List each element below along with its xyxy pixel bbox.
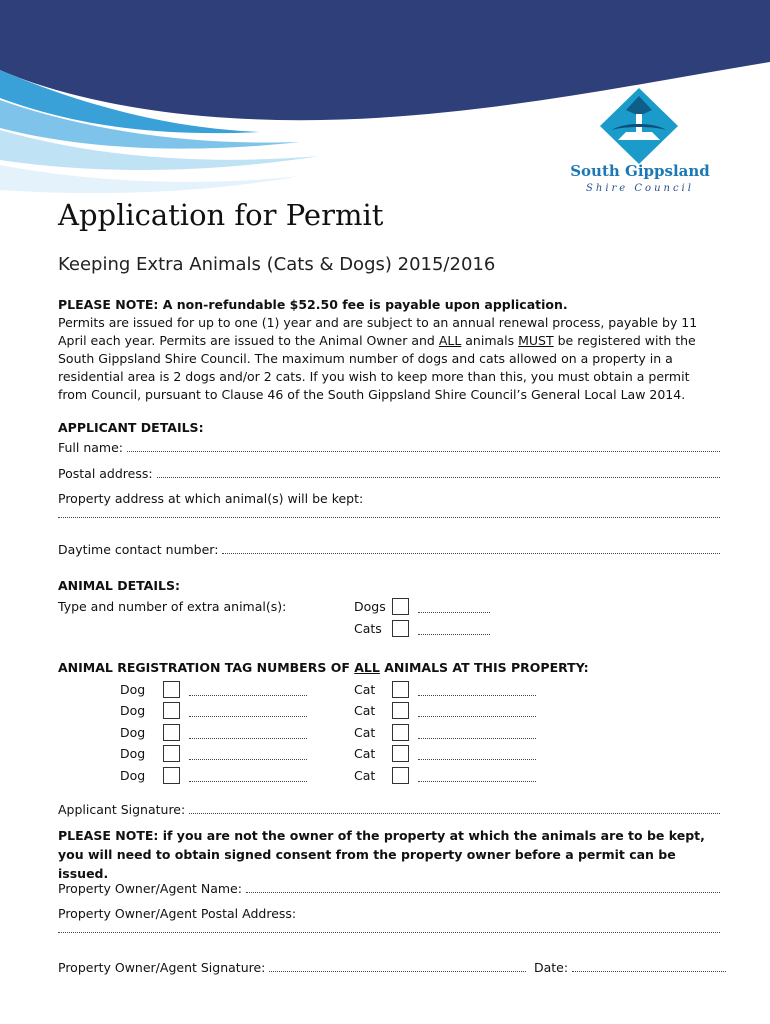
- cat-tag-line[interactable]: [418, 694, 536, 696]
- dog-tag-line[interactable]: [189, 737, 307, 739]
- owner-signature-line[interactable]: [269, 970, 526, 972]
- animal-type-label: Type and number of extra animal(s):: [58, 599, 287, 614]
- council-emblem-icon: [598, 86, 680, 164]
- owner-postal-line[interactable]: [58, 931, 720, 933]
- date-field[interactable]: [534, 960, 726, 975]
- intro-text-1: Permits are issued for up to one (1) year and are subject to an annual renewal process, payable by 11 April each year. Permits are issued to the Animal Owner and: [58, 315, 698, 348]
- cat-tag-line[interactable]: [418, 780, 536, 782]
- cat-tag-checkbox[interactable]: [392, 767, 409, 784]
- cat-tag-checkbox[interactable]: [392, 681, 409, 698]
- council-subname: Shire Council: [586, 183, 694, 194]
- cat-tag-checkbox[interactable]: [392, 702, 409, 719]
- cat-tag-label: Cat: [354, 682, 376, 697]
- full-name-line[interactable]: [127, 450, 720, 452]
- dog-tag-checkbox[interactable]: [163, 724, 180, 741]
- intro-section: [58, 296, 718, 404]
- dog-tag-line[interactable]: [189, 694, 307, 696]
- cat-tag-label: Cat: [354, 725, 376, 740]
- dog-tag-checkbox[interactable]: [163, 681, 180, 698]
- property-address-line[interactable]: [58, 516, 720, 518]
- dog-tag-checkbox[interactable]: [163, 767, 180, 784]
- cat-tag-checkbox[interactable]: [392, 724, 409, 741]
- dog-tag-label: Dog: [120, 768, 146, 783]
- registration-heading-post: ANIMALS AT THIS PROPERTY:: [379, 660, 589, 675]
- cat-tag-checkbox[interactable]: [392, 745, 409, 762]
- property-address-line-field[interactable]: [58, 516, 720, 521]
- cat-tag-line[interactable]: [418, 758, 536, 760]
- page-title: Application for Permit: [58, 198, 384, 232]
- daytime-phone-field[interactable]: [58, 542, 720, 557]
- owner-name-label: Property Owner/Agent Name:: [58, 881, 242, 896]
- property-address-field: [58, 491, 720, 506]
- dogs-label: Dogs: [354, 599, 386, 614]
- owner-name-line[interactable]: [246, 891, 720, 893]
- dog-tag-line[interactable]: [189, 780, 307, 782]
- intro-must: MUST: [518, 333, 554, 348]
- postal-address-label: Postal address:: [58, 466, 153, 481]
- registration-heading-pre: ANIMAL REGISTRATION TAG NUMBERS OF: [58, 660, 355, 675]
- dog-tag-label: Dog: [120, 682, 146, 697]
- page-subtitle: Keeping Extra Animals (Cats & Dogs) 2015/2016: [58, 254, 496, 275]
- cat-tag-line[interactable]: [418, 715, 536, 717]
- cats-label: Cats: [354, 621, 382, 636]
- owner-signature-field[interactable]: [58, 960, 526, 975]
- postal-address-line[interactable]: [157, 476, 720, 478]
- full-name-field[interactable]: [58, 440, 720, 455]
- applicant-signature-field[interactable]: [58, 802, 720, 817]
- daytime-phone-line[interactable]: [222, 552, 720, 554]
- owner-consent-text: PLEASE NOTE: if you are not the owner of the property at which the animals are to be kept, you will need to obtain signed consent from the property owner before a permit can be issued.: [58, 828, 705, 881]
- dog-tag-label: Dog: [120, 725, 146, 740]
- property-address-label: Property address at which animal(s) will be kept:: [58, 491, 364, 506]
- date-line[interactable]: [572, 970, 726, 972]
- cat-tag-line[interactable]: [418, 737, 536, 739]
- intro-text-3: be registered with the South Gippsland Shire Council. The maximum number of dogs and cats allowed on a property in a residential area is 2 dogs and/or 2 cats. If you wish to keep more than this, you must obtain a permit from Council, pursuant to Clause 46 of the South Gippsland Shire Council’s General Local Law 2014.: [58, 333, 696, 402]
- cats-checkbox[interactable]: [392, 620, 409, 637]
- dog-tag-line[interactable]: [189, 758, 307, 760]
- owner-signature-label: Property Owner/Agent Signature:: [58, 960, 266, 975]
- cat-tag-label: Cat: [354, 768, 376, 783]
- applicant-heading: APPLICANT DETAILS:: [58, 420, 204, 435]
- postal-address-field[interactable]: [58, 466, 720, 481]
- dog-tag-label: Dog: [120, 703, 146, 718]
- cat-tag-label: Cat: [354, 703, 376, 718]
- dog-tag-checkbox[interactable]: [163, 745, 180, 762]
- registration-heading: [58, 660, 589, 675]
- fee-note: PLEASE NOTE: A non-refundable $52.50 fee is payable upon application.: [58, 297, 568, 312]
- owner-consent-note: [58, 826, 718, 883]
- owner-postal-line-field[interactable]: [58, 931, 720, 936]
- cats-count-line[interactable]: [418, 633, 490, 635]
- intro-paragraph: [58, 314, 718, 404]
- date-label: Date:: [534, 960, 569, 975]
- owner-postal-field: [58, 906, 720, 921]
- dog-tag-checkbox[interactable]: [163, 702, 180, 719]
- applicant-signature-label: Applicant Signature:: [58, 802, 186, 817]
- intro-all: ALL: [438, 333, 462, 348]
- registration-heading-all: ALL: [354, 660, 380, 675]
- intro-text-2: animals: [461, 333, 519, 348]
- owner-postal-label: Property Owner/Agent Postal Address:: [58, 906, 297, 921]
- dog-tag-label: Dog: [120, 746, 146, 761]
- council-name: South Gippsland: [570, 162, 710, 180]
- animal-heading: ANIMAL DETAILS:: [58, 578, 180, 593]
- dogs-count-line[interactable]: [418, 611, 490, 613]
- daytime-phone-label: Daytime contact number:: [58, 542, 219, 557]
- dogs-checkbox[interactable]: [392, 598, 409, 615]
- dog-tag-line[interactable]: [189, 715, 307, 717]
- owner-name-field[interactable]: [58, 881, 720, 896]
- cat-tag-label: Cat: [354, 746, 376, 761]
- full-name-label: Full name:: [58, 440, 124, 455]
- applicant-signature-line[interactable]: [189, 812, 720, 814]
